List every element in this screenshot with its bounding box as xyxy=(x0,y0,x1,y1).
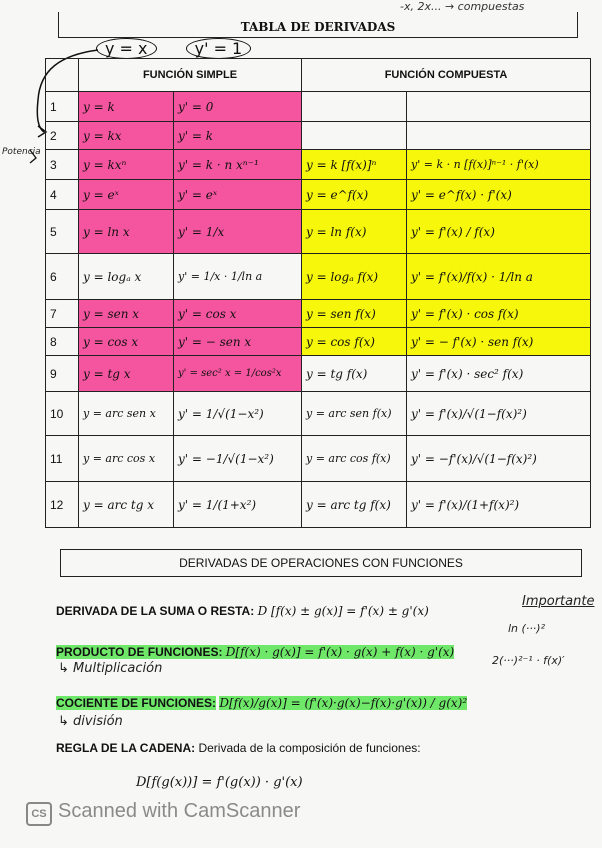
composite-function xyxy=(302,92,407,122)
table-row xyxy=(46,436,591,482)
simple-derivative: y' = 1/x · 1/ln a xyxy=(174,254,302,300)
header-num xyxy=(46,59,79,92)
row-number: 10 xyxy=(46,392,79,436)
composite-function xyxy=(302,122,407,150)
suma-formula: D [f(x) ± g(x)] = f'(x) ± g'(x) xyxy=(257,604,429,618)
simple-derivative: y' = k · n xⁿ⁻¹ xyxy=(174,150,302,180)
simple-function: y = k xyxy=(79,92,174,122)
composite-function: y = e^f(x) xyxy=(302,180,407,210)
simple-derivative: y' = sec² x = 1/cos²x xyxy=(174,356,302,392)
row-number: 8 xyxy=(46,328,79,356)
producto-label: PRODUCTO DE FUNCIONES: xyxy=(56,645,223,659)
composite-derivative xyxy=(407,92,591,122)
row-number: 4 xyxy=(46,180,79,210)
cadena-formula: D[f(g(x))] = f'(g(x)) · g'(x) xyxy=(136,775,303,790)
composite-derivative: y' = e^f(x) · f'(x) xyxy=(407,180,591,210)
simple-derivative: y' = 1/√(1−x²) xyxy=(174,392,302,436)
cociente-formula: D[f(x)/g(x)] = (f'(x)·g(x)−f(x)·g'(x)) / g(x)² xyxy=(219,696,468,710)
simple-derivative: y' = 1/(1+x²) xyxy=(174,482,302,528)
composite-derivative: y' = f'(x) · sec² f(x) xyxy=(407,356,591,392)
important-title: Importante xyxy=(522,594,595,609)
simple-function: y = eˣ xyxy=(79,180,174,210)
composite-derivative: y' = f'(x) / f(x) xyxy=(407,210,591,254)
simple-derivative: y' = − sen x xyxy=(174,328,302,356)
derivatives-table xyxy=(45,58,591,528)
row-number: 5 xyxy=(46,210,79,254)
important-line1: ln (···)² xyxy=(508,622,546,635)
simple-derivative: y' = k xyxy=(174,122,302,150)
row-number: 2 xyxy=(46,122,79,150)
table-row xyxy=(46,92,591,122)
composite-derivative: y' = f'(x)/√(1−f(x)²) xyxy=(407,392,591,436)
simple-function: y = arc sen x xyxy=(79,392,174,436)
operations-title: DERIVADAS DE OPERACIONES CON FUNCIONES xyxy=(60,549,582,577)
composite-function: y = logₐ f(x) xyxy=(302,254,407,300)
hand-y-oval: y = x xyxy=(96,38,157,59)
table-row xyxy=(46,356,591,392)
page-title: TABLA DE DERIVADAS xyxy=(58,12,578,38)
simple-function: y = arc tg x xyxy=(79,482,174,528)
simple-function: y = logₐ x xyxy=(79,254,174,300)
camscanner-logo: CS xyxy=(26,802,52,826)
cociente-label: COCIENTE DE FUNCIONES: xyxy=(56,696,217,710)
composite-derivative: y' = k · n [f(x)]ⁿ⁻¹ · f'(x) xyxy=(407,150,591,180)
simple-derivative: y' = eˣ xyxy=(174,180,302,210)
simple-derivative: y' = −1/√(1−x²) xyxy=(174,436,302,482)
simple-function: y = tg x xyxy=(79,356,174,392)
rule-cadena-formula xyxy=(136,774,303,790)
composite-derivative: y' = f'(x) · cos f(x) xyxy=(407,300,591,328)
simple-derivative: y' = 0 xyxy=(174,92,302,122)
composite-derivative xyxy=(407,122,591,150)
producto-formula: D[f(x) · g(x)] = f'(x) · g(x) + f(x) · g'(x) xyxy=(225,645,455,659)
composite-derivative: y' = −f'(x)/√(1−f(x)²) xyxy=(407,436,591,482)
table-row xyxy=(46,300,591,328)
hand-dy-oval: y' = 1 xyxy=(186,38,252,59)
row-number: 12 xyxy=(46,482,79,528)
top-scribble-note: -x, 2x... → compuestas xyxy=(400,0,525,13)
composite-function: y = tg f(x) xyxy=(302,356,407,392)
row-number: 11 xyxy=(46,436,79,482)
simple-function: y = kx xyxy=(79,122,174,150)
table-row xyxy=(46,210,591,254)
handwritten-example xyxy=(96,38,275,59)
producto-note: ↳ Multiplicación xyxy=(58,661,163,676)
composite-function: y = arc tg f(x) xyxy=(302,482,407,528)
simple-function: y = sen x xyxy=(79,300,174,328)
table-row xyxy=(46,482,591,528)
simple-function: y = cos x xyxy=(79,328,174,356)
composite-function: y = cos f(x) xyxy=(302,328,407,356)
cadena-text: Derivada de la composición de funciones: xyxy=(198,741,421,755)
simple-derivative: y' = cos x xyxy=(174,300,302,328)
rule-producto xyxy=(56,645,454,659)
simple-derivative: y' = 1/x xyxy=(174,210,302,254)
composite-function: y = sen f(x) xyxy=(302,300,407,328)
composite-function: y = arc cos f(x) xyxy=(302,436,407,482)
header-simple: FUNCIÓN SIMPLE xyxy=(79,59,302,92)
cociente-note: ↳ división xyxy=(58,714,123,729)
simple-function: y = arc cos x xyxy=(79,436,174,482)
composite-derivative: y' = f'(x)/(1+f(x)²) xyxy=(407,482,591,528)
suma-label: DERIVADA DE LA SUMA O RESTA: xyxy=(56,604,255,618)
composite-derivative: y' = − f'(x) · sen f(x) xyxy=(407,328,591,356)
composite-function: y = k [f(x)]ⁿ xyxy=(302,150,407,180)
row-number: 6 xyxy=(46,254,79,300)
composite-derivative: y' = f'(x)/f(x) · 1/ln a xyxy=(407,254,591,300)
table-row xyxy=(46,122,591,150)
rule-suma xyxy=(56,604,429,618)
composite-function: y = arc sen f(x) xyxy=(302,392,407,436)
table-row xyxy=(46,150,591,180)
row-number: 7 xyxy=(46,300,79,328)
rule-cociente xyxy=(56,696,467,710)
important-line2: 2(···)²⁻¹ · f(x)′ xyxy=(492,654,565,667)
table-row xyxy=(46,254,591,300)
composite-function: y = ln f(x) xyxy=(302,210,407,254)
rule-cadena xyxy=(56,741,421,755)
simple-function: y = ln x xyxy=(79,210,174,254)
row-number: 1 xyxy=(46,92,79,122)
table-row xyxy=(46,392,591,436)
simple-function: y = kxⁿ xyxy=(79,150,174,180)
table-row xyxy=(46,328,591,356)
header-compuesta: FUNCIÓN COMPUESTA xyxy=(302,59,591,92)
table-row xyxy=(46,180,591,210)
footer-watermark: Scanned with CamScanner xyxy=(58,800,301,822)
potencia-note: Potencia xyxy=(2,147,41,157)
row-number: 9 xyxy=(46,356,79,392)
row-number: 3 xyxy=(46,150,79,180)
cadena-label: REGLA DE LA CADENA: xyxy=(56,741,196,755)
table-header-row xyxy=(46,59,591,92)
